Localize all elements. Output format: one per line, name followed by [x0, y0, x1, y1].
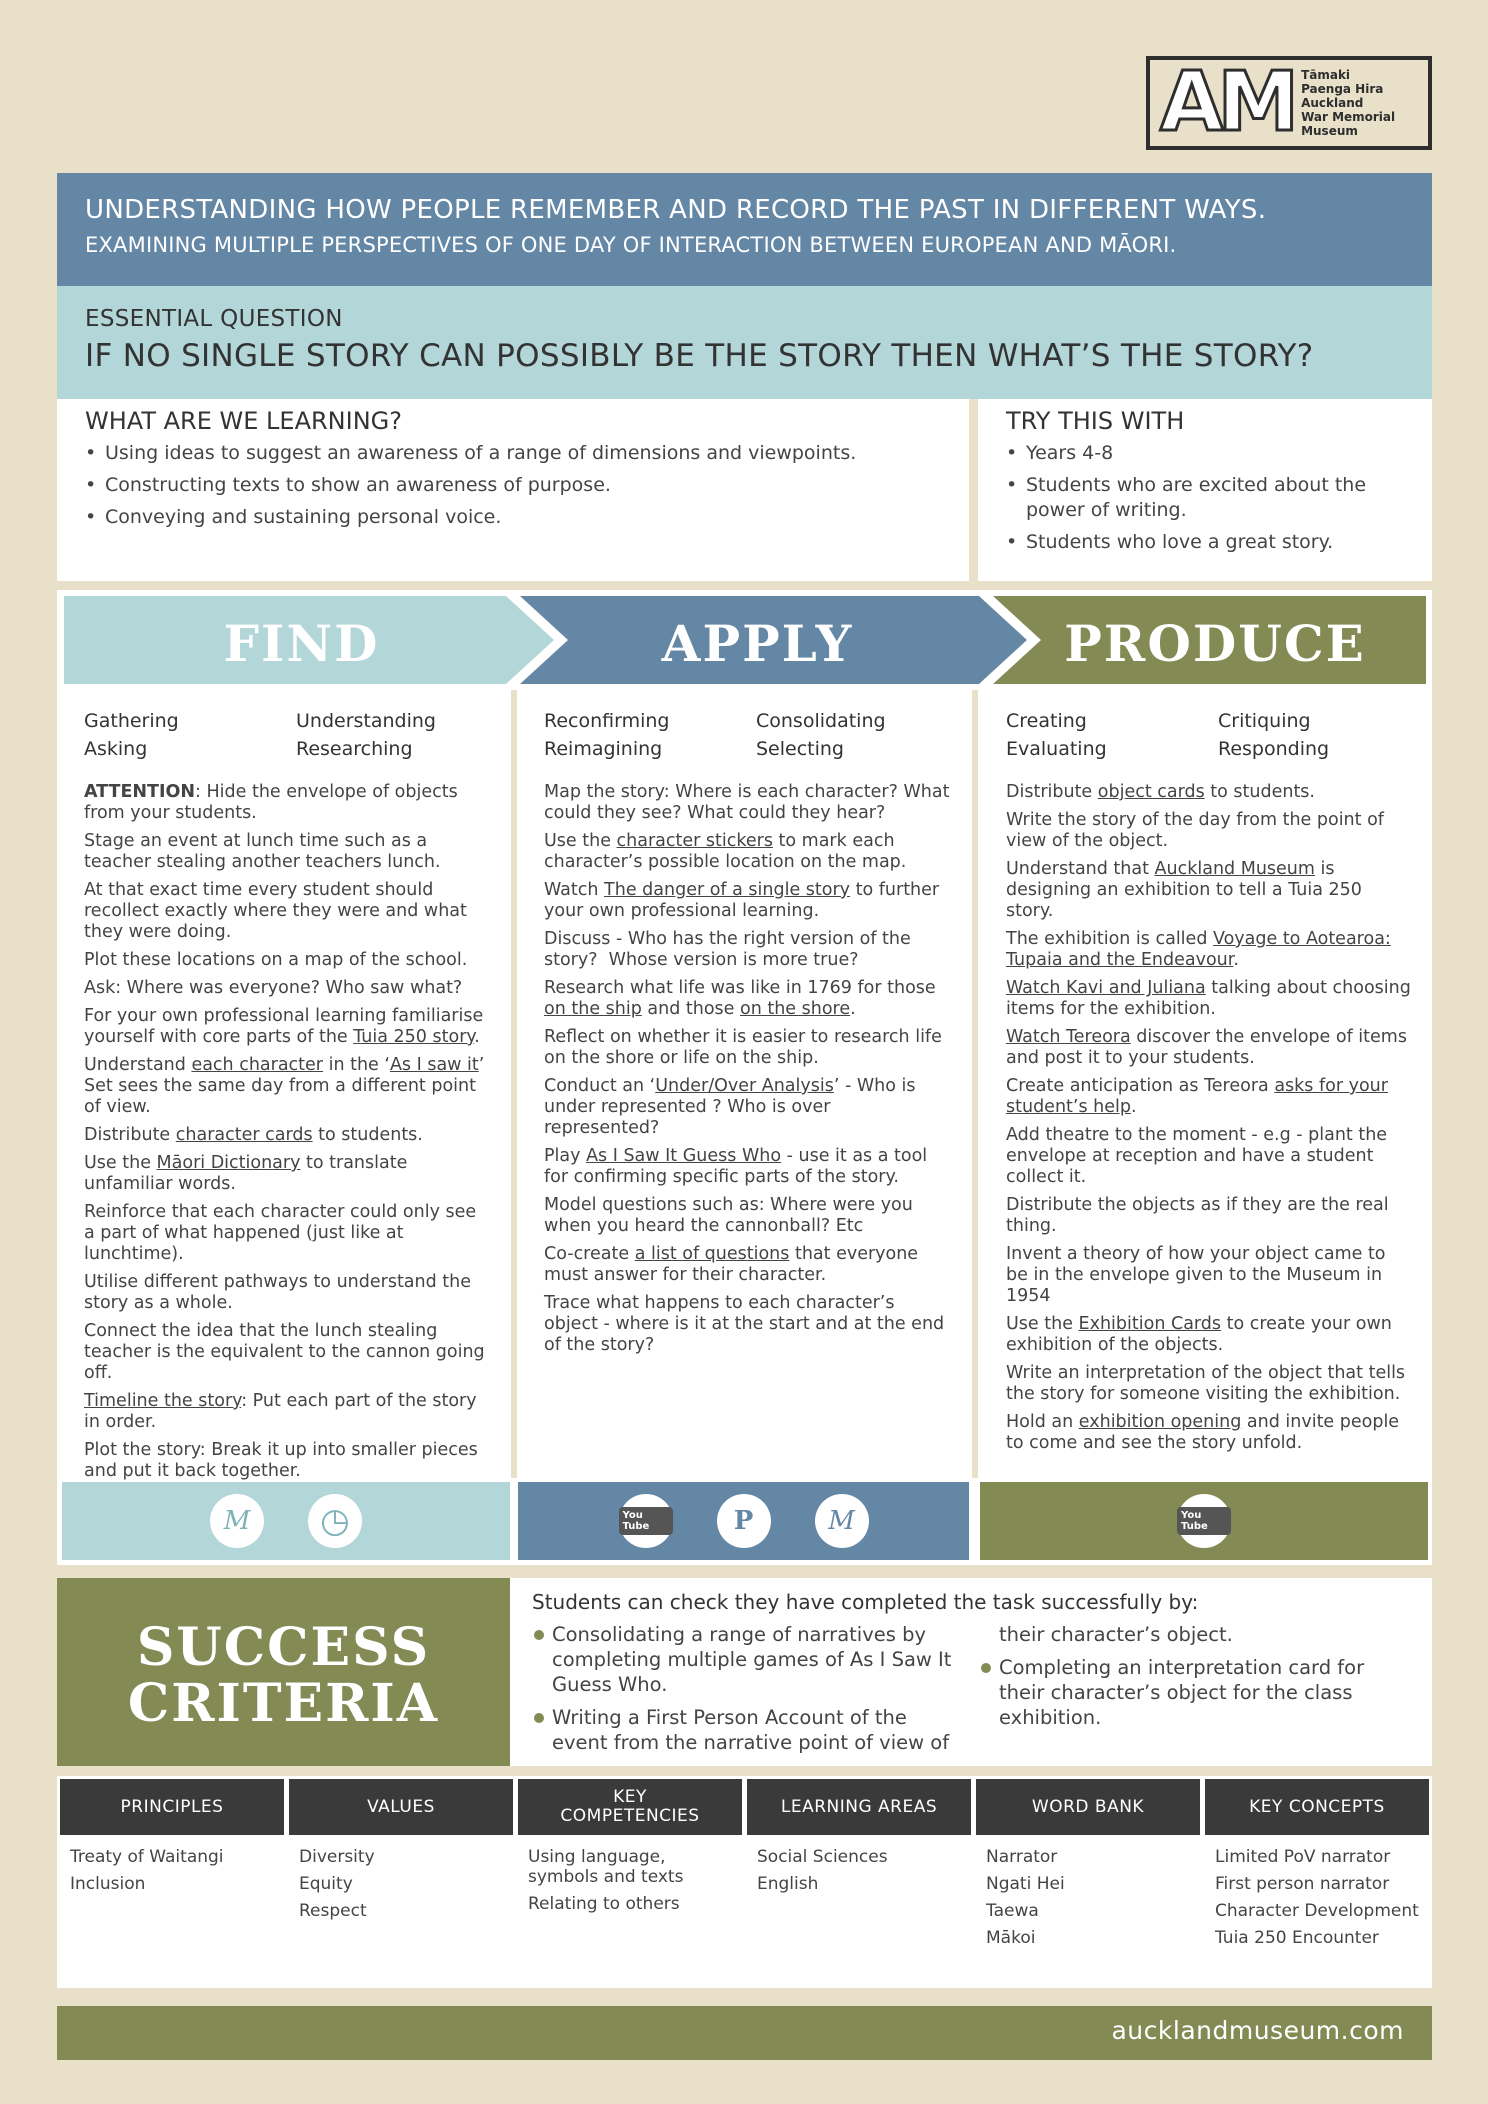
list-item: • Conveying and sustaining personal voice.: [85, 505, 941, 530]
tuia-250-story-link[interactable]: Tuia 250 story: [353, 1027, 475, 1047]
produce-verbs: Creating Critiquing Evaluating Responding: [1006, 710, 1330, 760]
step-item: Distribute character cards to students.: [84, 1125, 423, 1145]
find-steps: [84, 782, 491, 1531]
success-criteria-box: [510, 1578, 1432, 1766]
list-item: • Students who love a great story.: [1006, 530, 1404, 555]
character-cards-link[interactable]: character cards: [175, 1125, 313, 1145]
step-item: Hold an exhibition opening and invite people to come and see the story unfold.: [1006, 1412, 1400, 1453]
column-divider: [511, 690, 517, 1478]
table-column: [747, 1779, 971, 1985]
table-column: [289, 1779, 513, 1985]
clock-icon[interactable]: ◷: [308, 1494, 362, 1548]
table-item: First person narrator: [1215, 1874, 1390, 1894]
find-label: FIND: [223, 614, 380, 673]
step-item: Plot the story: Break it up into smaller pieces and put it back together.: [84, 1440, 478, 1481]
voyage-to-aotearoa-link[interactable]: Voyage to Aotearoa: Tupaia and the Endeavour: [1006, 929, 1391, 970]
list-of-questions-link[interactable]: a list of questions: [634, 1244, 790, 1264]
step-item: Model questions such as: Where were you when you heard the cannonball? Etc: [544, 1195, 913, 1236]
step-item: Watch The danger of a single story to further your own professional learning.: [544, 880, 940, 921]
step-item: Invent a theory of how your object came to be in the envelope given to the Museum in 1954: [1006, 1244, 1386, 1306]
apply-icon-bar: [518, 1482, 969, 1560]
step-item: Watch Kavi and Juliana talking about choosing items for the exhibition.: [1006, 978, 1411, 1019]
table-header: KEY CONCEPTS: [1205, 1779, 1429, 1835]
step-item: Create anticipation as Tereora asks for your student’s help.: [1006, 1076, 1388, 1117]
youtube-icon[interactable]: You Tube: [1177, 1494, 1231, 1548]
step-item: Connect the idea that the lunch stealing teacher is the equivalent to the cannon going off.: [84, 1321, 485, 1383]
maori-dictionary-link[interactable]: Māori Dictionary: [156, 1153, 301, 1173]
table-cell: [976, 1835, 1200, 1967]
curriculum-table: [57, 1776, 1432, 1988]
table-item: Diversity: [299, 1847, 375, 1867]
success-criteria-label: SUCCESS CRITERIA: [57, 1578, 510, 1766]
table-item: Narrator: [986, 1847, 1058, 1867]
column-divider: [972, 690, 978, 1478]
exhibition-opening-link[interactable]: exhibition opening: [1078, 1412, 1242, 1432]
step-item: Map the story: Where is each character? What could they see? What could they hear?: [544, 782, 950, 823]
table-cell: [60, 1835, 284, 1913]
table-column: [976, 1779, 1200, 1985]
step-item: Understand that Auckland Museum is designing an exhibition to tell a Tuia 250 story.: [1006, 859, 1362, 921]
watch-kavi-juliana-link[interactable]: Watch Kavi and Juliana: [1006, 978, 1206, 998]
table-item: Character Development: [1215, 1901, 1419, 1921]
step-item: The exhibition is called Voyage to Aotearoa: Tupaia and the Endeavour.: [1006, 929, 1391, 970]
produce-steps: [1006, 782, 1412, 1454]
step-item: Play As I Saw It Guess Who - use it as a tool for confirming specific parts of the story.: [544, 1146, 928, 1187]
step-item: Stage an event at lunch time such as a teacher stealing another teachers lunch.: [84, 831, 441, 872]
table-item: Using language, symbols and texts: [528, 1847, 684, 1887]
produce-icon-bar: [980, 1482, 1428, 1560]
footer-url[interactable]: aucklandmuseum.com: [1111, 2016, 1404, 2045]
table-header: PRINCIPLES: [60, 1779, 284, 1835]
step-item: Plot these locations on a map of the school.: [84, 950, 468, 970]
step-item: Use the Exhibition Cards to create your own exhibition of the objects.: [1006, 1314, 1392, 1355]
step-item: Add theatre to the moment - e.g - plant the envelope at reception and have a student collect it.: [1006, 1125, 1388, 1187]
page-title: UNDERSTANDING HOW PEOPLE REMEMBER AND RECORD THE PAST IN DIFFERENT WAYS.: [85, 195, 1267, 225]
timeline-the-story-link[interactable]: Timeline the story: [84, 1391, 242, 1411]
find-icon-bar: [62, 1482, 510, 1560]
produce-label: PRODUCE: [1064, 614, 1366, 673]
learning-box: [57, 399, 969, 581]
table-item: Equity: [299, 1874, 353, 1894]
table-cell: [518, 1835, 742, 1933]
apply-verbs: Reconfirming Consolidating Reimagining Selecting: [544, 710, 886, 760]
step-item: Utilise different pathways to understand the story as a whole.: [84, 1272, 472, 1313]
logo-mark: AM: [1160, 55, 1294, 150]
table-item: Relating to others: [528, 1894, 680, 1914]
table-header: LEARNING AREAS: [747, 1779, 971, 1835]
table-item: Tuia 250 Encounter: [1215, 1928, 1379, 1948]
table-item: Mākoi: [986, 1928, 1036, 1948]
exhibition-cards-link[interactable]: Exhibition Cards: [1078, 1314, 1222, 1334]
table-header: VALUES: [289, 1779, 513, 1835]
table-cell: [1205, 1835, 1429, 1967]
step-item: Discuss - Who has the right version of the story? Whose version is more true?: [544, 929, 911, 970]
step-item: Trace what happens to each character’s object - where is it at the start and at the end of the story?: [544, 1293, 945, 1355]
list-item: • Years 4-8: [1006, 441, 1404, 466]
try-this-list: [1006, 441, 1404, 555]
watch-tereora-link[interactable]: Watch Tereora: [1006, 1027, 1131, 1047]
table-column: [1205, 1779, 1429, 1985]
museum-logo: [1146, 56, 1432, 150]
table-item: Social Sciences: [757, 1847, 888, 1867]
list-item: Completing an interpretation card for their character’s object for the class exhibition.: [979, 1655, 1410, 1730]
page-subtitle: EXAMINING MULTIPLE PERSPECTIVES OF ONE DAY OF INTERACTION BETWEEN EUROPEAN AND MĀORI.: [85, 233, 1177, 257]
step-item: Use the Māori Dictionary to translate unfamiliar words.: [84, 1153, 408, 1194]
list-item: • Constructing texts to show an awareness of purpose.: [85, 473, 941, 498]
essential-question-label: ESSENTIAL QUESTION: [85, 306, 343, 332]
step-item: Co-create a list of questions that everyone must answer for their character.: [544, 1244, 919, 1285]
apply-steps: [544, 782, 951, 1356]
apply-label: APPLY: [661, 614, 854, 673]
asks-for-help-link[interactable]: asks for your student’s help: [1006, 1076, 1388, 1117]
table-cell: [289, 1835, 513, 1940]
as-i-saw-it-link[interactable]: As I saw it: [389, 1055, 479, 1075]
learning-title: WHAT ARE WE LEARNING?: [85, 407, 402, 435]
under-over-analysis-link[interactable]: Under/Over Analysis: [655, 1076, 834, 1096]
step-item: Write the story of the day from the point of view of the object.: [1006, 810, 1384, 851]
footer-bar: [57, 2006, 1432, 2060]
step-item: Ask: Where was everyone? Who saw what?: [84, 978, 463, 998]
step-item: Conduct an ‘Under/Over Analysis’ - Who is under represented ? Who is over represented?: [544, 1076, 916, 1138]
success-list-right: [979, 1622, 1410, 1763]
list-item: • Students who are excited about the power of writing.: [1006, 473, 1404, 523]
table-item: English: [757, 1874, 819, 1894]
danger-single-story-link[interactable]: The danger of a single story: [604, 880, 851, 900]
table-item: Taewa: [986, 1901, 1039, 1921]
step-item: Watch Tereora discover the envelope of items and post it to your students.: [1006, 1027, 1407, 1068]
youtube-icon[interactable]: You Tube: [619, 1494, 673, 1548]
step-item: Write an interpretation of the object that tells the story for someone visiting the exhibition.: [1006, 1363, 1406, 1404]
essential-question-text: IF NO SINGLE STORY CAN POSSIBLY BE THE STORY THEN WHAT’S THE STORY?: [85, 338, 1314, 374]
page-header: [57, 173, 1432, 286]
table-header: KEY COMPETENCIES: [518, 1779, 742, 1835]
each-character-link[interactable]: each character: [191, 1055, 324, 1075]
table-item: Limited PoV narrator: [1215, 1847, 1391, 1867]
list-item: Consolidating a range of narratives by completing multiple games of As I Saw It Guess Who.: [532, 1622, 963, 1697]
step-item: Distribute the objects as if they are the real thing.: [1006, 1195, 1389, 1236]
step-item: Use the character stickers to mark each character’s possible location on the map.: [544, 831, 907, 872]
table-item: Ngati Hei: [986, 1874, 1065, 1894]
list-item: • Using ideas to suggest an awareness of a range of dimensions and viewpoints.: [85, 441, 941, 466]
table-column: [60, 1779, 284, 1985]
table-column: [518, 1779, 742, 1985]
logo-name: Tāmaki Paenga Hira Auckland War Memorial Museum: [1301, 68, 1396, 138]
produce-column: [986, 690, 1432, 1478]
m-icon[interactable]: M: [815, 1494, 869, 1548]
step-item: Research what life was like in 1769 for those on the ship and those on the shore.: [544, 978, 936, 1019]
table-item: Respect: [299, 1901, 367, 1921]
essential-question: [57, 286, 1432, 399]
list-item: their character’s object.: [999, 1623, 1233, 1646]
step-item: Understand each character in the ‘As I saw it’ Set sees the same day from a different point of view.: [84, 1055, 485, 1117]
as-i-saw-it-guess-who-link[interactable]: As I Saw It Guess Who: [586, 1146, 782, 1166]
step-item: Timeline the story: Put each part of the story in order.: [84, 1391, 477, 1432]
success-list-left: [532, 1622, 963, 1763]
on-the-shore-link[interactable]: on the shore: [739, 999, 851, 1019]
try-this-title: TRY THIS WITH: [1006, 407, 1185, 435]
list-item: Writing a First Person Account of the event from the narrative point of view of: [532, 1705, 963, 1755]
step-item: Reinforce that each character could only see a part of what happened (just like at lunchtime).: [84, 1202, 477, 1264]
step-item: ATTENTION: Hide the envelope of objects from your students.: [84, 782, 458, 823]
learning-list: [85, 441, 941, 530]
pinterest-icon[interactable]: P: [717, 1494, 771, 1548]
on-the-ship-link[interactable]: on the ship: [544, 999, 642, 1019]
step-item: At that exact time every student should recollect exactly where they were and what they were doing.: [84, 880, 467, 942]
object-cards-link[interactable]: object cards: [1097, 782, 1205, 802]
table-item: Inclusion: [70, 1874, 146, 1894]
success-intro: Students can check they have completed the task successfully by:: [532, 1590, 1199, 1614]
auckland-museum-link[interactable]: Auckland Museum: [1154, 859, 1315, 879]
table-header: WORD BANK: [976, 1779, 1200, 1835]
try-this-box: [978, 399, 1432, 581]
table-cell: [747, 1835, 971, 1913]
step-item: For your own professional learning familiarise yourself with core parts of the Tuia 250 story.: [84, 1006, 484, 1047]
step-item: Distribute object cards to students.: [1006, 782, 1315, 802]
m-icon[interactable]: M: [210, 1494, 264, 1548]
table-item: Treaty of Waitangi: [70, 1847, 224, 1867]
find-column: [64, 690, 511, 1481]
step-item: Reflect on whether it is easier to research life on the shore or life on the ship.: [544, 1027, 942, 1068]
character-stickers-link[interactable]: character stickers: [616, 831, 773, 851]
find-verbs: Gathering Understanding Asking Researching: [84, 710, 436, 760]
apply-column: [524, 690, 971, 1478]
